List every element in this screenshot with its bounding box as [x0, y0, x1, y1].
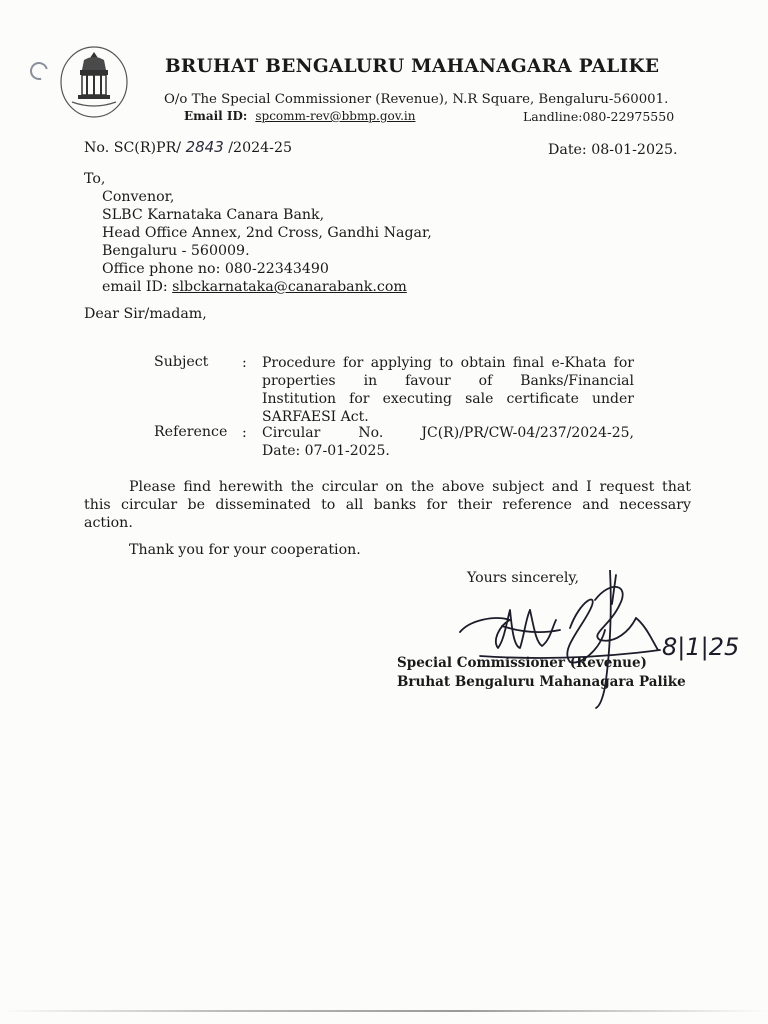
letter-number-handwritten: 2843	[185, 138, 224, 156]
thanks-line: Thank you for your cooperation.	[129, 542, 361, 558]
recipient-email-prefix: email ID:	[102, 279, 173, 295]
body-paragraph	[84, 478, 691, 532]
page-bottom-line	[0, 1010, 768, 1012]
letter-number	[84, 138, 292, 157]
email-value: spcomm-rev@bbmp.gov.in	[255, 109, 416, 123]
letter-number-prefix: No. SC(R)PR/	[84, 140, 186, 156]
address-line: Head Office Annex, 2nd Cross, Gandhi Nagar,	[102, 225, 432, 241]
address-line: Convenor,	[102, 189, 175, 205]
signatory-org: Bruhat Bengaluru Mahanagara Palike	[397, 674, 686, 690]
subject-text	[262, 354, 634, 426]
organization-name: BRUHAT BENGALURU MAHANAGARA PALIKE	[165, 56, 660, 77]
signatory-title: Special Commissioner (Revenue)	[397, 655, 647, 671]
subject-label: Subject	[154, 354, 209, 370]
subject-line: Institution for executing sale certificate under	[262, 391, 634, 407]
salutation: Dear Sir/madam,	[84, 306, 207, 322]
signature-date: 8|1|25	[662, 633, 740, 661]
reference-line: Date: 07-01-2025.	[262, 443, 390, 459]
subject-line: Procedure for applying to obtain final e-Khata for	[262, 355, 634, 371]
punch-hole-mark	[27, 59, 52, 84]
address-line: SLBC Karnataka Canara Bank,	[102, 207, 325, 223]
subject-line: properties in favour of Banks/Financial	[262, 373, 634, 389]
handwritten-signature	[440, 570, 750, 710]
letter-date: Date: 08-01-2025.	[548, 142, 678, 158]
recipient-address	[102, 188, 432, 296]
reference-label: Reference	[154, 424, 228, 440]
header-email	[184, 109, 415, 123]
subject-colon: :	[242, 355, 247, 371]
address-line: Bengaluru - 560009.	[102, 243, 250, 259]
reference-colon: :	[242, 425, 247, 441]
header-landline: Landline:080-22975550	[523, 109, 675, 124]
email-label: Email ID:	[184, 109, 248, 123]
letter-number-suffix: /2024-25	[223, 140, 293, 156]
body-line: this circular be disseminated to all banks for their reference and necessary	[84, 497, 691, 513]
address-line: Office phone no: 080-22343490	[102, 261, 329, 277]
reference-line: Circular No. JC(R)/PR/CW-04/237/2024-25,	[262, 425, 634, 441]
bbmp-emblem-icon	[58, 44, 130, 120]
subject-line: SARFAESI Act.	[262, 409, 369, 425]
body-line: Please find herewith the circular on the above subject and I request that	[129, 479, 691, 495]
body-line: action.	[84, 515, 133, 531]
reference-text	[262, 424, 634, 460]
recipient-email	[102, 278, 432, 296]
office-address: O/o The Special Commissioner (Revenue), N.R Square, Bengaluru-560001.	[164, 92, 669, 107]
closing-line: Yours sincerely,	[467, 570, 580, 586]
to-label: To,	[84, 171, 106, 187]
recipient-email-address: slbckarnataka@canarabank.com	[172, 279, 407, 295]
